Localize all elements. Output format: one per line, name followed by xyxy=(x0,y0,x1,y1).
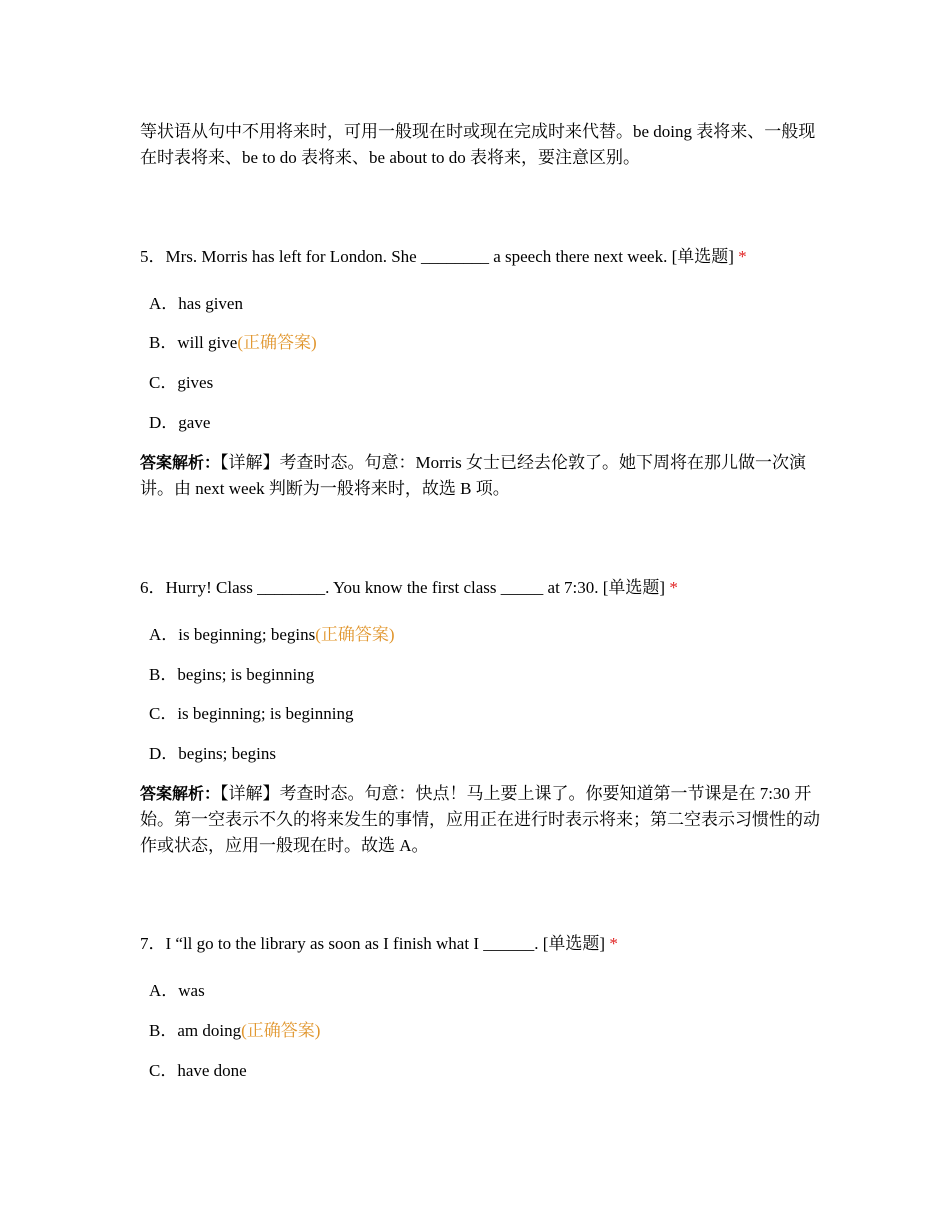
analysis-text: 【详解】考查时态。句意：快点！马上要上课了。你要知道第一节课是在 7:30 开始。第一空表示不久的将来发生的事情，应用正在进行时表示将来；第二空表示习惯性的动作或状态，应用一般现在时。故选 A。 xyxy=(140,784,820,855)
question-text: 5．Mrs. Morris has left for London. She ________ a speech there next week. [单选题] xyxy=(140,247,734,266)
correct-answer-tag: (正确答案) xyxy=(237,333,317,352)
required-marker: * xyxy=(738,247,747,266)
analysis-text: 【详解】考查时态。句意：Morris 女士已经去伦敦了。她下周将在那儿做一次演讲。由 next week 判断为一般将来时，故选 B 项。 xyxy=(140,453,807,498)
analysis-label: 答案解析： xyxy=(140,784,221,803)
option-label: D．gave xyxy=(149,413,211,432)
option-label: B．am doing xyxy=(149,1021,242,1040)
question-text: 7．I “ll go to the library as soon as I finish what I ______. [单选题] xyxy=(140,934,606,953)
answer-analysis xyxy=(140,781,820,859)
option-a[interactable] xyxy=(149,293,243,315)
question-6 xyxy=(140,577,820,855)
option-b[interactable] xyxy=(149,664,314,686)
option-label: D．begins; begins xyxy=(149,744,277,763)
question-stem xyxy=(140,246,820,268)
option-b[interactable] xyxy=(149,1020,320,1042)
option-label: A．is beginning; begins xyxy=(149,625,316,644)
required-marker: * xyxy=(609,934,618,953)
analysis-label: 答案解析： xyxy=(140,453,221,472)
correct-answer-tag: (正确答案) xyxy=(241,1021,321,1040)
question-5 xyxy=(140,246,820,498)
option-a[interactable] xyxy=(149,624,395,646)
question-stem xyxy=(140,577,820,599)
question-text: 6．Hurry! Class ________. You know the first class _____ at 7:30. [单选题] xyxy=(140,578,666,597)
option-label: A．was xyxy=(149,981,205,1000)
option-label: C．gives xyxy=(149,373,214,392)
option-c[interactable] xyxy=(149,372,213,394)
option-label: B．begins; is beginning xyxy=(149,665,315,684)
option-label: C．is beginning; is beginning xyxy=(149,704,354,723)
option-label: B．will give xyxy=(149,333,238,352)
option-c[interactable] xyxy=(149,1060,247,1082)
answer-analysis xyxy=(140,450,820,502)
correct-answer-tag: (正确答案) xyxy=(315,625,395,644)
intro-paragraph: 等状语从句中不用将来时，可用一般现在时或现在完成时来代替。be doing 表将来、一般现在时表将来、be to do 表将来、be about to do 表将来，要注意区别。 xyxy=(140,122,816,167)
option-label: C．have done xyxy=(149,1061,247,1080)
option-label: A．has given xyxy=(149,294,243,313)
option-b[interactable] xyxy=(149,332,317,354)
question-stem xyxy=(140,933,820,955)
required-marker: * xyxy=(669,578,678,597)
question-7 xyxy=(140,933,820,1080)
option-c[interactable] xyxy=(149,703,353,725)
option-d[interactable] xyxy=(149,412,210,434)
option-d[interactable] xyxy=(149,743,276,765)
option-a[interactable] xyxy=(149,980,205,1002)
